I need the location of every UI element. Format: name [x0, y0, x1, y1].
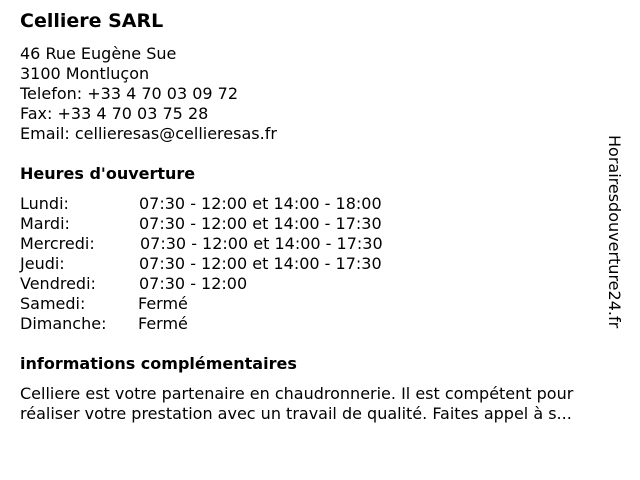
- hours-value: Fermé: [138, 294, 188, 313]
- day-label: Vendredi:: [20, 274, 96, 293]
- fax-number: Fax: +33 4 70 03 75 28: [20, 104, 209, 123]
- business-description: [20, 384, 624, 424]
- day-label: Jeudi:: [20, 254, 65, 273]
- day-label: Mardi:: [20, 214, 70, 233]
- description-line: Celliere est votre partenaire en chaudronnerie. Il est compétent pour: [20, 384, 574, 403]
- site-watermark: Horairesdouverture24.fr: [605, 135, 624, 329]
- street-address: 46 Rue Eugène Sue: [20, 44, 177, 63]
- phone-number: Telefon: +33 4 70 03 09 72: [20, 84, 239, 103]
- day-label: Mercredi:: [20, 234, 95, 253]
- contact-block: [20, 44, 277, 144]
- hours-heading: Heures d'ouverture: [20, 164, 196, 183]
- hours-value: 07:30 - 12:00 et 14:00 - 17:30: [139, 214, 382, 233]
- city-address: 3100 Montluçon: [20, 64, 150, 83]
- day-label: Lundi:: [20, 194, 69, 213]
- hours-value: Fermé: [138, 314, 188, 333]
- business-name: Celliere SARL: [20, 10, 164, 32]
- day-label: Dimanche:: [20, 314, 107, 333]
- hours-value: 07:30 - 12:00 et 14:00 - 17:30: [139, 254, 382, 273]
- day-label: Samedi:: [20, 294, 86, 313]
- hours-value: 07:30 - 12:00: [139, 274, 248, 293]
- description-line: réaliser votre prestation avec un travail de qualité. Faites appel à s...: [20, 404, 572, 423]
- hours-value: 07:30 - 12:00 et 14:00 - 17:30: [140, 234, 383, 253]
- email-address: Email: cellieresas@cellieresas.fr: [20, 124, 277, 143]
- info-heading: informations complémentaires: [20, 354, 297, 373]
- hours-value: 07:30 - 12:00 et 14:00 - 18:00: [139, 194, 382, 213]
